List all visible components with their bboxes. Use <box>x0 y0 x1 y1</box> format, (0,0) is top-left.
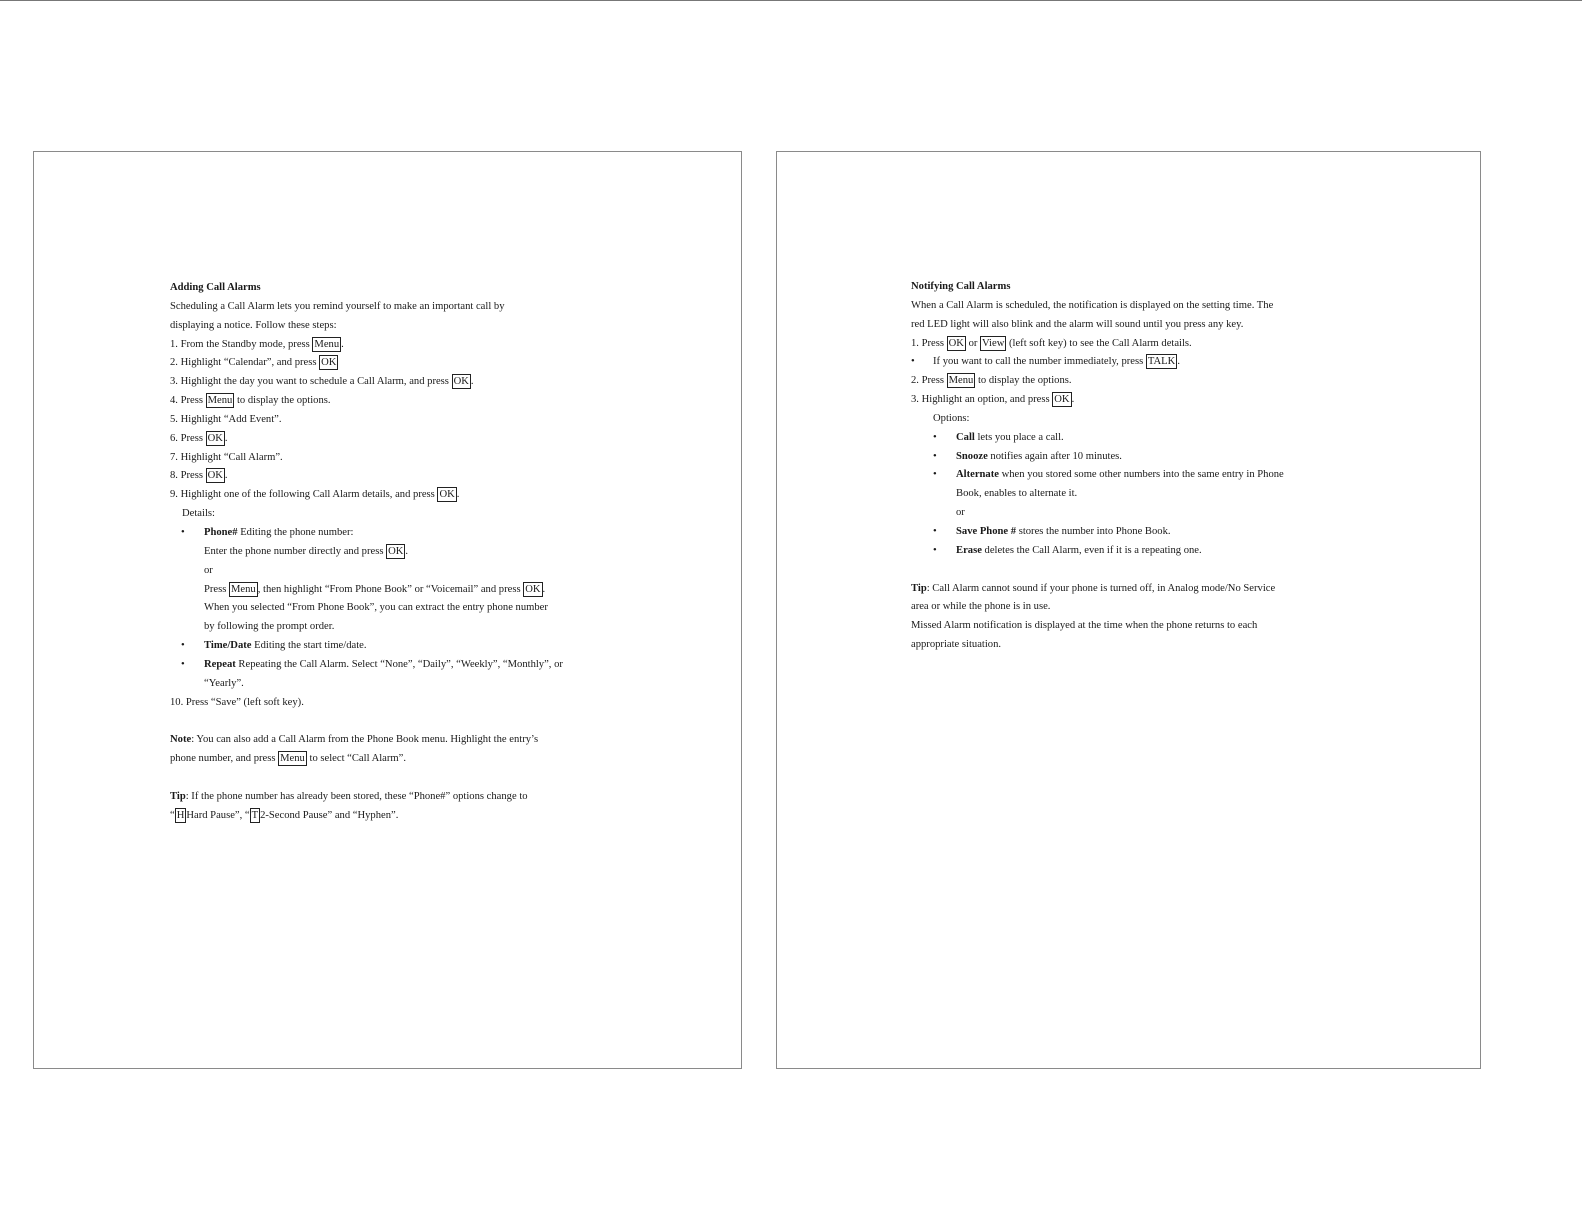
intro-text: red LED light will also blink and the alarm will sound until you press any key. <box>911 318 1244 330</box>
note-text: to select “Call Alarm”. <box>306 753 406 765</box>
step-2 <box>911 372 1361 391</box>
detail-repeat <box>170 656 620 675</box>
left-page <box>33 151 742 1069</box>
option-label: Call <box>956 431 975 443</box>
ok-key: OK <box>948 337 964 349</box>
missed-alarm-cont: appropriate situation. <box>911 639 1002 651</box>
or-text: or <box>204 564 213 576</box>
step-text: or <box>965 337 981 349</box>
detail-label: Phone# <box>204 526 238 538</box>
step-3: 3. Highlight an option, and press OK . <box>911 394 1075 406</box>
phone-menu: Press Menu , then highlight “From Phone Book” or “Voicemail” and press OK . <box>204 583 546 595</box>
two-second-pause-key: T <box>251 809 259 821</box>
left-page-content <box>170 279 620 825</box>
tip <box>911 580 1361 599</box>
option-label: Snooze <box>956 450 988 462</box>
option-label: Erase <box>956 544 982 556</box>
tip-text: “ <box>170 809 175 821</box>
step-10: 10. Press “Save” (left soft key). <box>170 696 304 708</box>
right-page <box>776 151 1481 1069</box>
section-title: Notifying Call Alarms <box>911 281 1011 292</box>
tip-label: Tip <box>911 582 927 594</box>
detail-text: Repeating the Call Alarm. Select “None”, “Daily”, “Weekly”, “Monthly”, or <box>235 658 563 670</box>
tip-label: Tip <box>170 790 186 802</box>
step-text: 3. Highlight an option, and press <box>911 394 1053 406</box>
phone-prompt: by following the prompt order. <box>204 621 335 633</box>
option-call <box>911 429 1361 448</box>
tip-text: : If the phone number has already been stored, these “Phone#” options change to <box>185 790 528 802</box>
step-text: 6. Press <box>170 432 206 444</box>
intro-text: When a Call Alarm is scheduled, the notification is displayed on the setting time. The <box>911 299 1274 311</box>
ok-key: OK <box>388 545 404 557</box>
step-text: 9. Highlight one of the following Call Alarm details, and press <box>170 489 438 501</box>
right-page-content <box>911 278 1361 655</box>
detail-time <box>170 637 620 656</box>
option-text: lets you place a call. <box>974 431 1064 443</box>
details-label: Details: <box>182 508 215 520</box>
step-text: If you want to call the number immediately, press <box>933 356 1146 368</box>
step-8: 8. Press OK . <box>170 470 228 482</box>
detail-text: Editing the start time/date. <box>251 640 367 652</box>
alternate-cont: Book, enables to alternate it. <box>956 488 1078 500</box>
options-label: Options: <box>933 412 970 424</box>
view-key: View <box>982 337 1005 349</box>
ok-key: OK <box>1054 394 1070 406</box>
step-text: to display the options. <box>975 375 1072 387</box>
spacer <box>911 561 1361 580</box>
note-cont <box>170 750 620 769</box>
step-text: to display the options. <box>234 395 331 407</box>
step-1: 1. From the Standby mode, press Menu . <box>170 338 344 350</box>
detail-text: , then highlight “From Phone Book” or “Voicemail” and press <box>257 583 524 595</box>
step-text: 3. Highlight the day you want to schedule a Call Alarm, and press <box>170 376 452 388</box>
detail-label: Time/Date <box>204 640 252 652</box>
option-label: Alternate <box>956 469 999 481</box>
tip-cont: area or while the phone is in use. <box>911 601 1051 613</box>
spacer <box>170 769 620 788</box>
menu-key: Menu <box>280 753 305 765</box>
detail-text: Editing the phone number: <box>237 526 354 538</box>
step-4 <box>170 392 620 411</box>
step-text: 1. Press <box>911 337 947 349</box>
step-2 <box>170 354 620 373</box>
or-text: or <box>956 507 965 519</box>
ok-key: OK <box>207 432 223 444</box>
note <box>170 731 620 750</box>
option-text: stores the number into Phone Book. <box>1016 525 1171 537</box>
menu-key: Menu <box>314 338 340 350</box>
ok-key: OK <box>207 470 223 482</box>
detail-phone <box>170 524 620 543</box>
step-3: 3. Highlight the day you want to schedule a Call Alarm, and press OK . <box>170 376 474 388</box>
menu-key: Menu <box>207 395 233 407</box>
ok-key: OK <box>453 376 469 388</box>
hard-pause-key: H <box>176 809 185 821</box>
menu-key: Menu <box>231 583 256 595</box>
detail-text: Press <box>204 583 230 595</box>
step-7: 7. Highlight “Call Alarm”. <box>170 451 283 463</box>
option-alternate <box>911 466 1361 485</box>
option-text: notifies again after 10 minutes. <box>987 450 1122 462</box>
phone-direct: Enter the phone number directly and press OK . <box>204 545 409 557</box>
repeat-cont: “Yearly”. <box>204 677 244 689</box>
top-border-line <box>0 0 1582 1</box>
option-text: deletes the Call Alarm, even if it is a repeating one. <box>981 544 1202 556</box>
talk-bullet: • If you want to call the number immediately, press TALK . <box>911 353 1361 372</box>
step-1 <box>911 335 1361 354</box>
ok-key: OK <box>525 583 541 595</box>
tip-text: 2-Second Pause” and “Hyphen”. <box>260 809 399 821</box>
option-erase <box>911 542 1361 561</box>
step-6: 6. Press OK . <box>170 432 228 444</box>
step-text: 2. Press <box>911 375 947 387</box>
note-text: : You can also add a Call Alarm from the Phone Book menu. Highlight the entry’s <box>191 734 539 746</box>
phone-extract: When you selected “From Phone Book”, you can extract the entry phone number <box>204 602 548 614</box>
step-text: 2. Highlight “Calendar”, and press <box>170 357 320 369</box>
intro-text: Scheduling a Call Alarm lets you remind yourself to make an important call by <box>170 300 505 312</box>
tip-cont <box>170 807 620 826</box>
step-5: 5. Highlight “Add Event”. <box>170 413 282 425</box>
tip-text: : Call Alarm cannot sound if your phone is turned off, in Analog mode/No Service <box>926 582 1276 594</box>
note-label: Note <box>170 734 192 746</box>
option-save <box>911 523 1361 542</box>
tip-text: Hard Pause”, “ <box>186 809 250 821</box>
missed-alarm: Missed Alarm notification is displayed at the time when the phone returns to each <box>911 620 1258 632</box>
spacer <box>170 712 620 731</box>
menu-key: Menu <box>948 375 974 387</box>
talk-key: TALK <box>1147 356 1176 368</box>
step-text: 4. Press <box>170 395 206 407</box>
note-text: phone number, and press <box>170 753 279 765</box>
step-text: (left soft key) to see the Call Alarm details. <box>1006 337 1192 349</box>
step-text: 8. Press <box>170 470 206 482</box>
option-text: when you stored some other numbers into the same entry in Phone <box>998 469 1284 481</box>
ok-key: OK <box>321 357 337 369</box>
intro-text: displaying a notice. Follow these steps: <box>170 319 337 331</box>
option-snooze <box>911 448 1361 467</box>
detail-label: Repeat <box>204 658 236 670</box>
ok-key: OK <box>439 489 455 501</box>
tip <box>170 788 620 807</box>
section-title: Adding Call Alarms <box>170 282 261 293</box>
option-label: Save Phone # <box>956 525 1017 537</box>
step-9: 9. Highlight one of the following Call Alarm details, and press OK . <box>170 489 460 501</box>
detail-text: Enter the phone number directly and press <box>204 545 387 557</box>
step-text: 1. From the Standby mode, press <box>170 338 313 350</box>
